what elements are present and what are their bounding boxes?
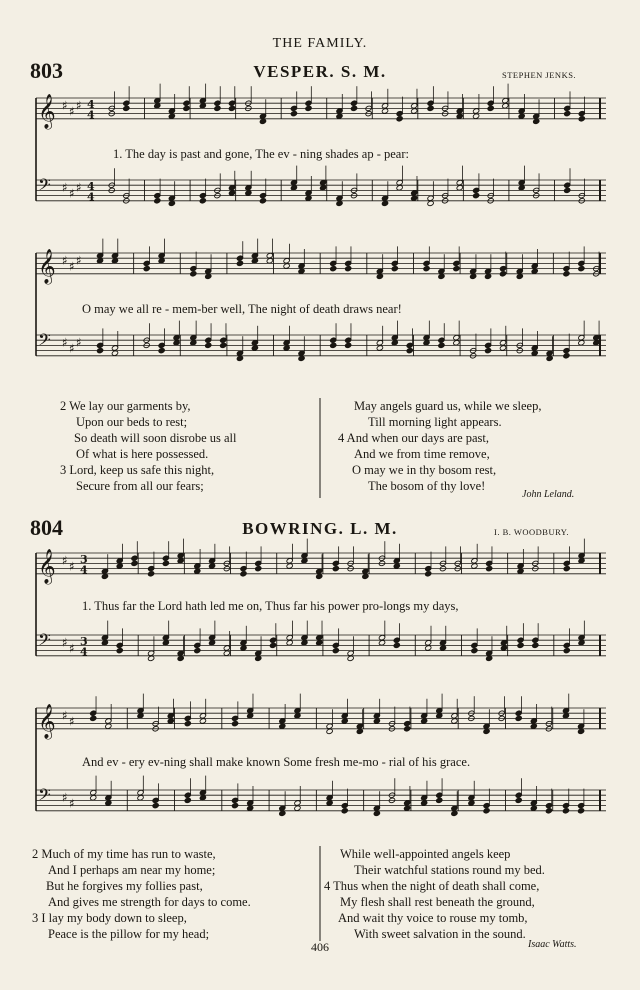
svg-text:𝄞: 𝄞 <box>38 93 56 129</box>
svg-text:4: 4 <box>87 190 95 204</box>
svg-text:𝄢: 𝄢 <box>38 629 51 654</box>
tune-title-bowring: BOWRING. L. M. <box>242 519 398 538</box>
verse-804-3-cont: While well-appointed angels keep Their watchful stations round my bed. <box>340 847 545 877</box>
svg-text:3: 3 <box>80 634 88 648</box>
svg-text:♯: ♯ <box>69 641 75 656</box>
svg-text:4: 4 <box>87 108 95 122</box>
composer-803: STEPHEN JENKS. <box>502 70 577 80</box>
verse-804-4: 4 Thus when the night of death shall come, My flesh shall rest beneath the ground, And wait thy voice to rouse my tomb, With sweet salvation in the sound. <box>324 879 540 941</box>
verse-block-803-right <box>338 398 541 494</box>
svg-text:♯: ♯ <box>69 104 75 119</box>
verse-803-3: 3 Lord, keep us safe this night, Secure from all our fears; <box>60 463 215 493</box>
page-number: 406 <box>311 940 329 954</box>
svg-text:4: 4 <box>80 645 88 659</box>
svg-text:♯: ♯ <box>62 335 68 350</box>
verse-divider-804 <box>319 846 321 941</box>
svg-text:3: 3 <box>80 552 88 566</box>
svg-text:4: 4 <box>80 563 88 577</box>
svg-text:♯: ♯ <box>69 186 75 201</box>
svg-text:♯: ♯ <box>62 180 68 195</box>
author-804: Isaac Watts. <box>528 939 577 950</box>
svg-text:♯: ♯ <box>62 635 68 650</box>
svg-text:♯: ♯ <box>69 796 75 811</box>
svg-text:♯: ♯ <box>76 253 82 268</box>
svg-text:♯: ♯ <box>76 180 82 195</box>
hymn-number-803: 803 <box>30 58 63 83</box>
svg-text:♯: ♯ <box>69 341 75 356</box>
svg-text:♯: ♯ <box>69 259 75 274</box>
verse-803-4: 4 And when our days are past, And we from time remove, O may we in thy bosom rest, The bosom of thy love! <box>338 431 497 493</box>
hymn-number-804: 804 <box>30 515 63 540</box>
author-803: John Leland. <box>522 489 575 500</box>
svg-text:♯: ♯ <box>76 335 82 350</box>
svg-text:♯: ♯ <box>62 98 68 113</box>
svg-text:4: 4 <box>87 179 95 193</box>
verse-block-804-right <box>324 846 545 942</box>
verse-block-803-left <box>60 398 237 494</box>
svg-text:♯: ♯ <box>62 553 68 568</box>
lyric-line-803-1: 1. The day is past and gone, The ev - ning shades ap - pear: <box>113 147 409 161</box>
svg-text:𝄞: 𝄞 <box>38 248 56 284</box>
svg-text:𝄢: 𝄢 <box>38 329 51 354</box>
svg-text:♯: ♯ <box>76 98 82 113</box>
staff-system-804-1 <box>0 545 640 685</box>
staff-system-804-2 <box>0 700 640 840</box>
lyric-line-804-1: 1. Thus far the Lord hath led me on, Thus far his power pro-longs my days, <box>82 599 459 613</box>
composer-804: I. B. WOODBURY. <box>494 527 569 537</box>
verse-804-2: 2 Much of my time has run to waste, And I perhaps am near my home; But he forgives my follies past, And gives me strength for days to come. <box>32 847 251 909</box>
svg-text:4: 4 <box>87 97 95 111</box>
verse-divider-803 <box>319 398 321 498</box>
svg-text:♯: ♯ <box>62 708 68 723</box>
svg-text:𝄢: 𝄢 <box>38 784 51 809</box>
lyric-line-803-2: O may we all re - mem-ber well, The night of death draws near! <box>82 302 402 316</box>
svg-text:♯: ♯ <box>62 253 68 268</box>
lyric-line-804-2: And ev - ery ev-ning shall make known Some fresh me-mo - rial of his grace. <box>82 755 471 769</box>
verse-block-804-left <box>32 846 251 942</box>
verse-803-3-cont: May angels guard us, while we sleep, Till morning light appears. <box>354 399 542 429</box>
svg-text:♯: ♯ <box>69 714 75 729</box>
svg-text:♯: ♯ <box>62 790 68 805</box>
svg-text:♯: ♯ <box>69 559 75 574</box>
running-head: THE FAMILY. <box>272 36 368 51</box>
tune-title-vesper: VESPER. S. M. <box>253 62 387 81</box>
svg-text:𝄢: 𝄢 <box>38 174 51 199</box>
svg-text:𝄞: 𝄞 <box>38 548 56 584</box>
verse-804-3: 3 I lay my body down to sleep, Peace is the pillow for my head; <box>32 911 210 941</box>
verse-803-2: 2 We lay our garments by, Upon our beds to rest; So death will soon disrobe us all Of what is here possessed. <box>60 399 237 461</box>
svg-text:𝄞: 𝄞 <box>38 703 56 739</box>
